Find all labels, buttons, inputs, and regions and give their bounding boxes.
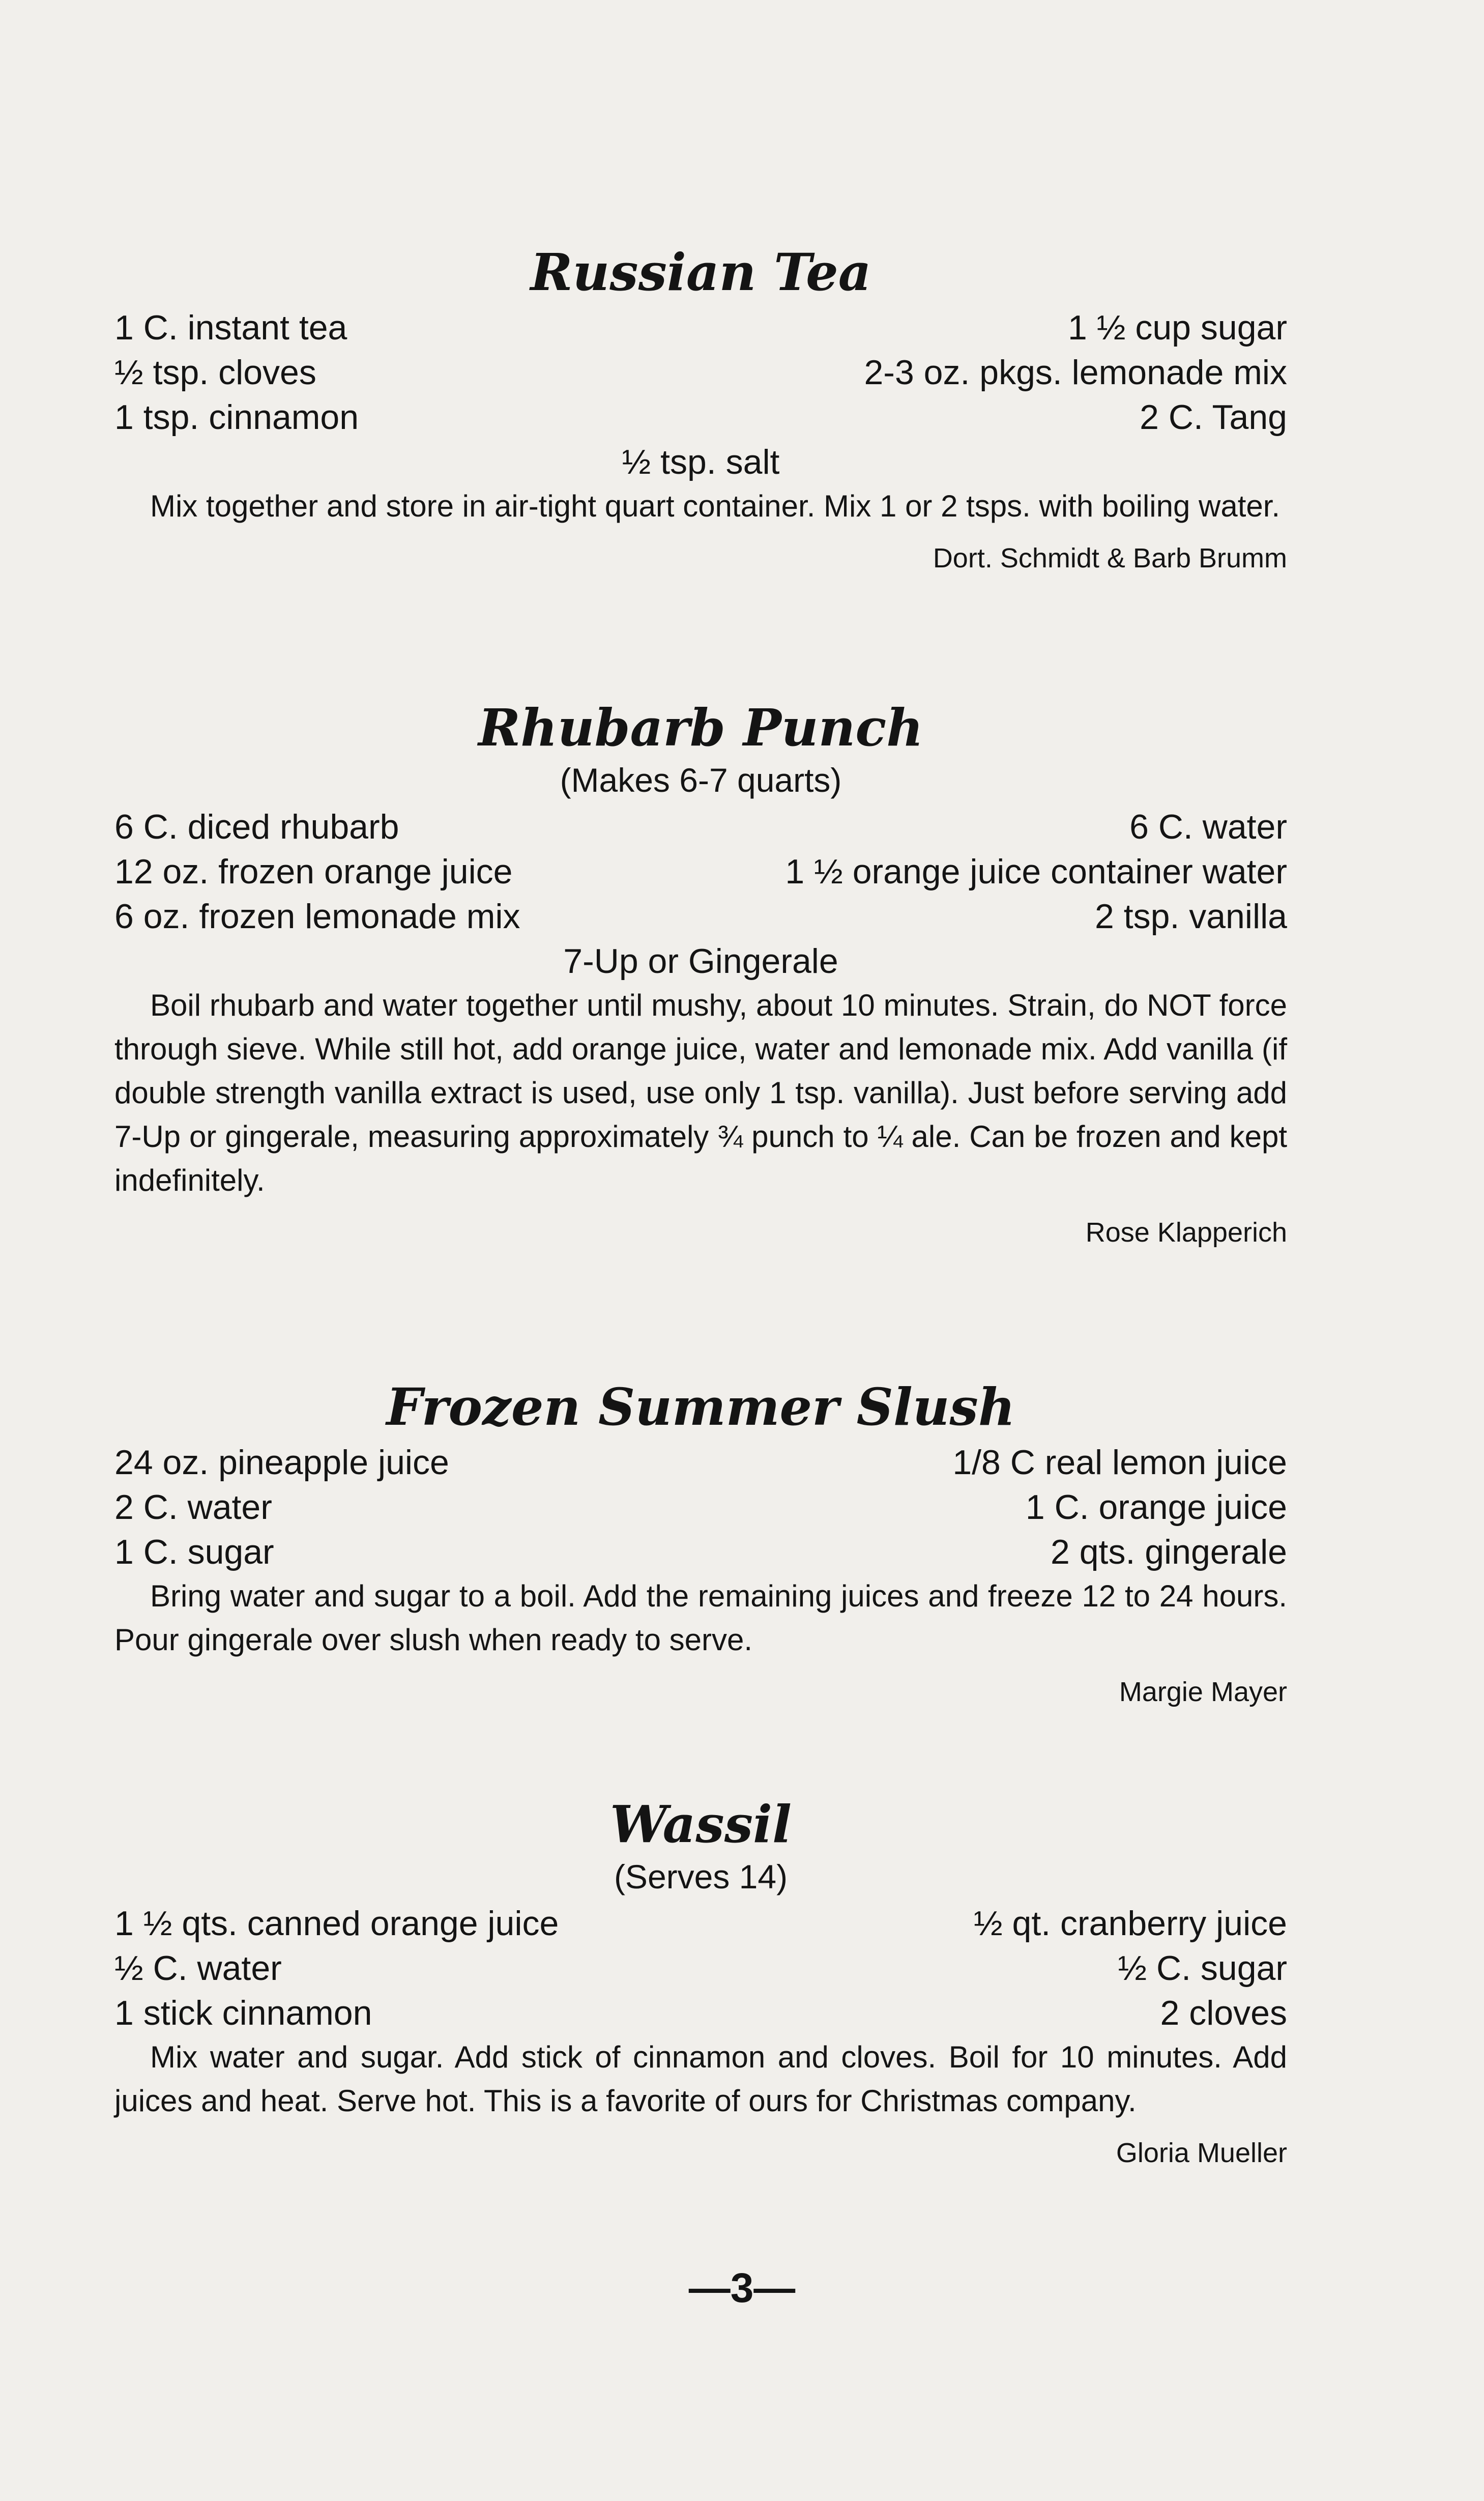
ingredient-row [114, 350, 1287, 395]
ingredient: 2 qts. gingerale [1051, 1533, 1287, 1571]
ingredient: 6 oz. frozen lemonade mix [114, 897, 520, 936]
ingredient: 1 C. sugar [114, 1533, 274, 1571]
recipe-author: Dort. Schmidt & Barb Brumm [933, 543, 1287, 573]
ingredient: ½ tsp. cloves [114, 353, 316, 392]
ingredient-row [114, 849, 1287, 894]
ingredient: 1 C. instant tea [114, 308, 347, 347]
ingredient: 6 C. water [1129, 808, 1287, 846]
ingredient: 12 oz. frozen orange juice [114, 852, 513, 891]
ingredient: ½ C. water [114, 1949, 282, 1988]
page-number: —3— [688, 2265, 796, 2311]
ingredient: 1 stick cinnamon [114, 1994, 372, 2032]
recipe-author: Rose Klapperich [1085, 1217, 1287, 1248]
recipe-rhubarb-punch [114, 700, 1287, 1248]
ingredient-row [114, 305, 1287, 350]
recipe-instructions: Boil rhubarb and water together until mushy, about 10 minutes. Strain, do NOT force through sieve. While still hot, add orange juice, water and lemonade mix. Add vanilla (if double strength vanilla extract is used, use only 1 tsp. vanilla). Just before serving add 7-Up or gingerale, measuring approximately ¾ punch to ¼ ale. Can be frozen and kept indefinitely. [114, 988, 1287, 1197]
recipe-title: Rhubarb Punch [478, 698, 923, 758]
recipe-frozen-summer-slush [114, 1379, 1287, 1708]
ingredient: 2 tsp. vanilla [1095, 897, 1287, 936]
ingredient-row [114, 1991, 1287, 2035]
ingredient-center: ½ tsp. salt [622, 443, 780, 481]
ingredient: 1 ½ cup sugar [1068, 308, 1287, 347]
ingredient-row [114, 1946, 1287, 1991]
ingredient: 1 tsp. cinnamon [114, 398, 359, 437]
ingredient: 2 C. water [114, 1488, 272, 1527]
ingredient-row [114, 1901, 1287, 1946]
recipe-yield: (Serves 14) [614, 1858, 788, 1895]
ingredient: ½ C. sugar [1118, 1949, 1287, 1988]
ingredient-row [114, 804, 1287, 849]
recipe-author: Gloria Mueller [1116, 2138, 1287, 2168]
recipe-wassil [114, 1796, 1287, 2169]
recipe-yield: (Makes 6-7 quarts) [560, 761, 842, 799]
ingredient: ½ qt. cranberry juice [973, 1904, 1287, 1943]
ingredient-row [114, 894, 1287, 939]
ingredient: 1 C. orange juice [1025, 1488, 1287, 1527]
ingredient: 6 C. diced rhubarb [114, 808, 399, 846]
ingredient: 2-3 oz. pkgs. lemonade mix [864, 353, 1287, 392]
recipe-instructions: Mix together and store in air-tight quart container. Mix 1 or 2 tsps. with boiling water. [150, 489, 1281, 523]
ingredient-row [114, 1485, 1287, 1530]
recipe-russian-tea [114, 244, 1287, 574]
ingredient-center: 7-Up or Gingerale [563, 942, 838, 981]
ingredient: 1 ½ orange juice container water [785, 852, 1287, 891]
ingredient: 2 cloves [1160, 1994, 1287, 2032]
recipe-instructions: Mix water and sugar. Add stick of cinnamon and cloves. Boil for 10 minutes. Add juices and heat. Serve hot. This is a favorite of ours for Christmas company. [114, 2040, 1287, 2118]
ingredient: 24 oz. pineapple juice [114, 1443, 449, 1482]
ingredient-row [114, 1530, 1287, 1574]
ingredient-row [114, 395, 1287, 440]
ingredient: 2 C. Tang [1140, 398, 1287, 437]
ingredient-row [114, 1440, 1287, 1485]
ingredient: 1/8 C real lemon juice [952, 1443, 1287, 1482]
recipe-title: Wassil [610, 1794, 792, 1854]
ingredient: 1 ½ qts. canned orange juice [114, 1904, 559, 1943]
recipe-author: Margie Mayer [1119, 1677, 1287, 1707]
recipe-title: Russian Tea [530, 242, 871, 302]
recipe-instructions: Bring water and sugar to a boil. Add the remaining juices and freeze 12 to 24 hours. Pour gingerale over slush when ready to serve. [114, 1579, 1287, 1657]
recipe-title: Frozen Summer Slush [386, 1377, 1015, 1437]
